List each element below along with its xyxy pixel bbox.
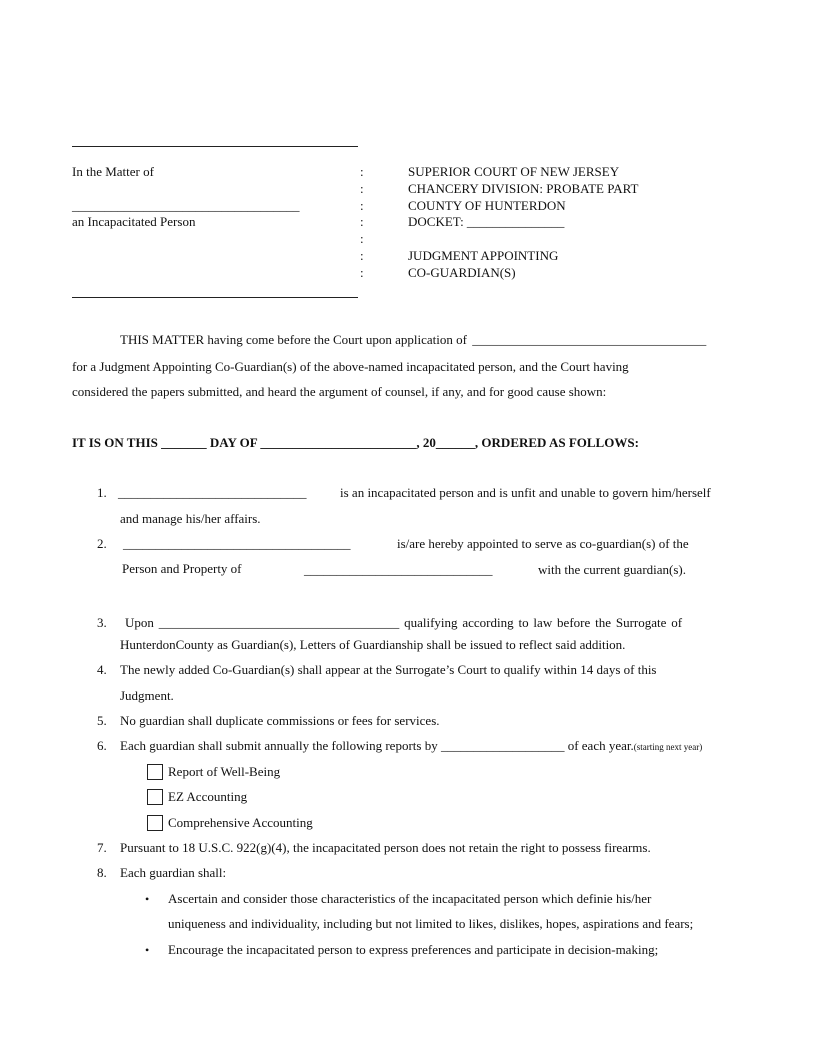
caption-bottom-rule bbox=[72, 297, 358, 298]
order-heading: IT IS ON THIS _______ DAY OF ________________________, 20______, ORDERED AS FOLLOWS: bbox=[72, 435, 639, 450]
item5-text: No guardian shall duplicate commissions or fees for services. bbox=[120, 713, 440, 728]
bullet-icon: • bbox=[145, 892, 150, 906]
item1-continuation: and manage his/her affairs. bbox=[120, 511, 261, 526]
incapacitated-person-label: an Incapacitated Person bbox=[72, 214, 196, 229]
caption-colon: : bbox=[360, 231, 364, 246]
court-division: CHANCERY DIVISION: PROBATE PART bbox=[408, 181, 639, 196]
caption-colon: : bbox=[360, 181, 364, 196]
intro-text: THIS MATTER having come before the Court upon application of bbox=[120, 332, 467, 347]
item2-text-end: with the current guardian(s). bbox=[538, 562, 687, 577]
document-title-line1: JUDGMENT APPOINTING bbox=[408, 248, 559, 263]
caption-top-rule bbox=[72, 146, 358, 147]
item8-bullet-1: Ascertain and consider those characteristics of the incapacitated person which definie his/her bbox=[168, 891, 652, 906]
comprehensive-accounting-label: Comprehensive Accounting bbox=[168, 815, 313, 830]
caption-colon: : bbox=[360, 248, 364, 263]
item2-label: Person and Property of bbox=[122, 561, 242, 576]
item8-text: Each guardian shall: bbox=[120, 865, 227, 880]
caption-colon: : bbox=[360, 265, 364, 280]
intro-line-3: considered the papers submitted, and heard the argument of counsel, if any, and for good cause shown: bbox=[72, 384, 607, 399]
court-county: COUNTY OF HUNTERDON bbox=[408, 198, 566, 213]
court-name: SUPERIOR COURT OF NEW JERSEY bbox=[408, 164, 620, 179]
item2-text: is/are hereby appointed to serve as co-guardian(s) of the bbox=[397, 536, 689, 551]
comprehensive-accounting-checkbox[interactable] bbox=[147, 815, 163, 831]
item1-name-blank[interactable]: _____________________________ bbox=[118, 485, 307, 500]
item7-text: Pursuant to 18 U.S.C. 922(g)(4), the incapacitated person does not retain the right to possess firearms. bbox=[120, 840, 651, 855]
report-well-being-label: Report of Well-Being bbox=[168, 764, 281, 779]
item3-continuation: HunterdonCounty as Guardian(s), Letters of Guardianship shall be issued to reflect said addition. bbox=[120, 637, 626, 652]
intro-line-1 bbox=[120, 332, 706, 348]
item-number: 2. bbox=[97, 536, 107, 551]
applicant-blank[interactable]: ____________________________________ bbox=[472, 332, 707, 347]
item-number: 1. bbox=[97, 485, 107, 500]
item4-text: The newly added Co-Guardian(s) shall appear at the Surrogate’s Court to qualify within 14 days of this bbox=[120, 662, 657, 677]
intro-line-2: for a Judgment Appointing Co-Guardian(s) of the above-named incapacitated person, and the Court having bbox=[72, 359, 629, 374]
item-number: 4. bbox=[97, 662, 107, 677]
incapacitated-name-blank[interactable]: ___________________________________ bbox=[72, 198, 300, 213]
item4-continuation: Judgment. bbox=[120, 688, 174, 703]
item8-bullet-1-cont: uniqueness and individuality, including but not limited to likes, dislikes, hopes, aspirations and fears; bbox=[168, 916, 694, 931]
item1-text: is an incapacitated person and is unfit and unable to govern him/herself bbox=[340, 485, 711, 500]
report-well-being-checkbox[interactable] bbox=[147, 764, 163, 780]
document-title-line2: CO-GUARDIAN(S) bbox=[408, 265, 516, 280]
docket-field[interactable]: DOCKET: _______________ bbox=[408, 214, 565, 229]
item2-current-guardian-blank[interactable]: _____________________________ bbox=[304, 562, 493, 577]
item-number: 3. bbox=[97, 615, 107, 630]
item6-main: Each guardian shall submit annually the following reports by ___________________ of each year. bbox=[120, 738, 634, 753]
item3-text: Upon _____________________________________ qualifying according to law before the Surrogate of bbox=[125, 615, 683, 630]
item-number: 5. bbox=[97, 713, 107, 728]
ez-accounting-label: EZ Accounting bbox=[168, 789, 248, 804]
item2-guardian-blank[interactable]: ___________________________________ bbox=[123, 536, 351, 551]
caption-colon: : bbox=[360, 198, 364, 213]
item6-note: (starting next year) bbox=[633, 742, 703, 752]
item8-bullet-2: Encourage the incapacitated person to express preferences and participate in decision-making; bbox=[168, 942, 659, 957]
caption-colon: : bbox=[360, 214, 364, 229]
matter-label: In the Matter of bbox=[72, 164, 154, 179]
item-number: 7. bbox=[97, 840, 107, 855]
item-number: 6. bbox=[97, 738, 107, 753]
bullet-icon: • bbox=[145, 943, 150, 957]
ez-accounting-checkbox[interactable] bbox=[147, 789, 163, 805]
item6-text bbox=[120, 738, 702, 754]
item-number: 8. bbox=[97, 865, 107, 880]
caption-colon: : bbox=[360, 164, 364, 179]
